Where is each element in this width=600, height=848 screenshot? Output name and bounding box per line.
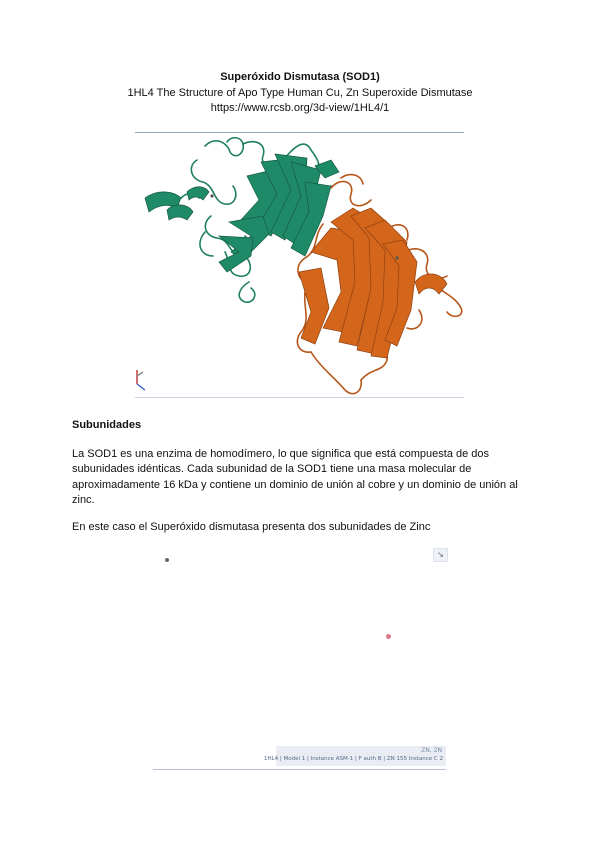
status-path: 1HL4 | Model 1 | Instance ASM-1 | F auth B | ZN 155 Instance C 2 [263, 756, 443, 762]
paragraph-zinc: En este caso el Superóxido dismutasa presenta dos subunidades de Zinc [72, 521, 431, 533]
structure-subtitle: 1HL4 The Structure of Apo Type Human Cu, Zn Superoxide Dismutase [127, 87, 473, 99]
paragraph-subunits: La SOD1 es una enzima de homodímero, lo que significa que está compuesta de dos subunidades idénticas. Cada subunidad de la SOD1 tiene una masa molecular de aproximadamente 16 kDa y contiene un dominio de unión al cobre y un dominio de unión al zinc. [72, 448, 518, 507]
zinc-ion-dot[interactable] [386, 634, 391, 639]
ion-dot-dark [165, 558, 169, 562]
section-heading: Subunidades [72, 419, 142, 431]
status-selection: ZN, 2N [421, 747, 442, 754]
structure-url: https://www.rcsb.org/3d-view/1HL4/1 [210, 102, 390, 114]
viewer-status-bar [263, 746, 446, 766]
protein-3d-viewer[interactable] [135, 132, 464, 398]
viewer-bottom-border [135, 397, 464, 398]
viewer-top-border [135, 132, 464, 133]
cursor-icon[interactable]: ↘ [433, 548, 448, 562]
page-title: Superóxido Dismutasa (SOD1) [220, 71, 380, 83]
viewer-bottom-border-2 [153, 769, 446, 770]
axes-icon [137, 370, 145, 390]
protein-ribbon-image [135, 132, 464, 398]
